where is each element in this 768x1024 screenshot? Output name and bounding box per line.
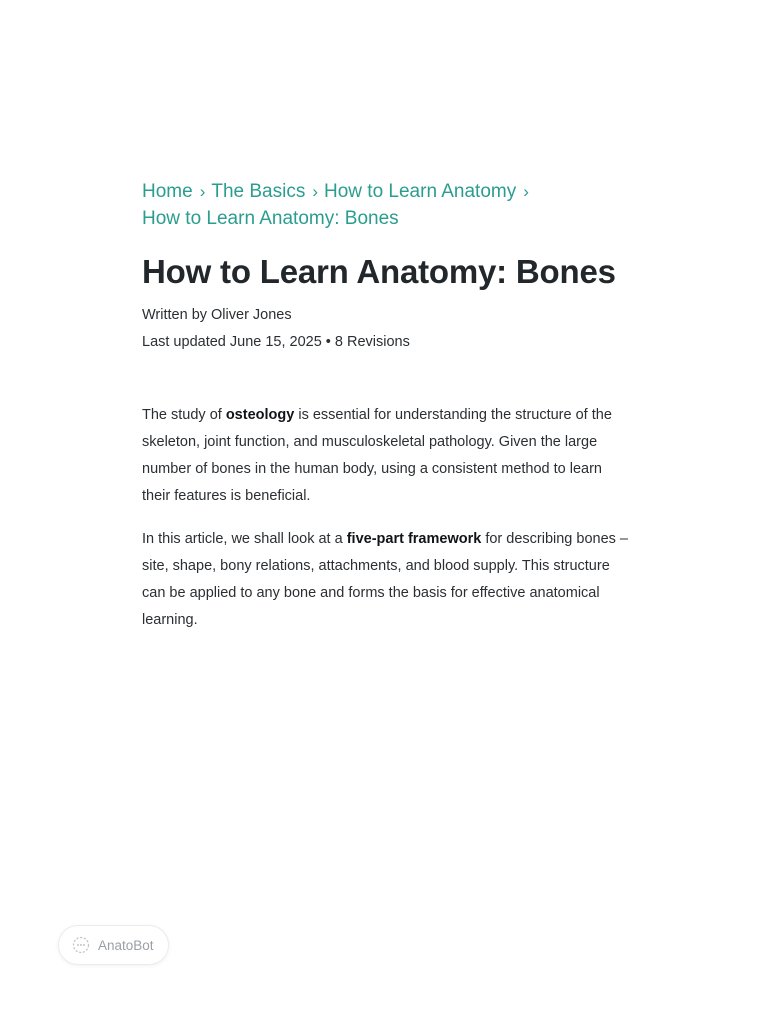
author-line: Written by Oliver Jones: [142, 307, 292, 323]
article-body: [142, 402, 632, 634]
p2-text-before: In this article, we shall look at a: [142, 531, 347, 547]
chevron-right-icon: ›: [312, 182, 319, 201]
last-updated: Last updated June 15, 2025: [142, 334, 322, 350]
p2-keyword: five-part framework: [346, 531, 482, 547]
chevron-right-icon: ›: [523, 182, 529, 201]
article-container: [142, 178, 632, 650]
p1-keyword: osteology: [225, 407, 295, 423]
anatobot-button[interactable]: [58, 925, 169, 965]
p1-text-after: is essential for understanding the structure of the skeleton, joint function, and musculoskeletal pathology. Given the large number of bones in the human body, using a consistent method to learn their features is beneficial.: [142, 407, 612, 504]
p2-text-after: for describing bones – site, shape, bony relations, attachments, and blood supply. This structure can be applied to any bone and forms the basis for effective anatomical learning.: [142, 531, 628, 628]
p1-text-before: The study of: [142, 407, 226, 423]
breadcrumb-the-basics[interactable]: The Basics: [211, 181, 306, 202]
chat-bubble-icon: [72, 936, 90, 954]
updated-line: [142, 329, 632, 356]
breadcrumb-how-to-learn-anatomy[interactable]: How to Learn Anatomy: [324, 181, 517, 202]
article-meta: [142, 302, 632, 356]
page-title: How to Learn Anatomy: Bones: [142, 253, 616, 290]
breadcrumb-home[interactable]: Home: [142, 181, 193, 202]
anatobot-label: AnatoBot: [98, 937, 154, 953]
intro-paragraph: [142, 402, 632, 510]
framework-paragraph: [142, 526, 632, 634]
breadcrumb: [142, 178, 632, 232]
revisions-count[interactable]: 8 Revisions: [334, 334, 410, 350]
meta-separator: •: [325, 334, 331, 350]
chevron-right-icon: ›: [199, 182, 206, 201]
breadcrumb-current-page[interactable]: How to Learn Anatomy: Bones: [142, 208, 399, 229]
